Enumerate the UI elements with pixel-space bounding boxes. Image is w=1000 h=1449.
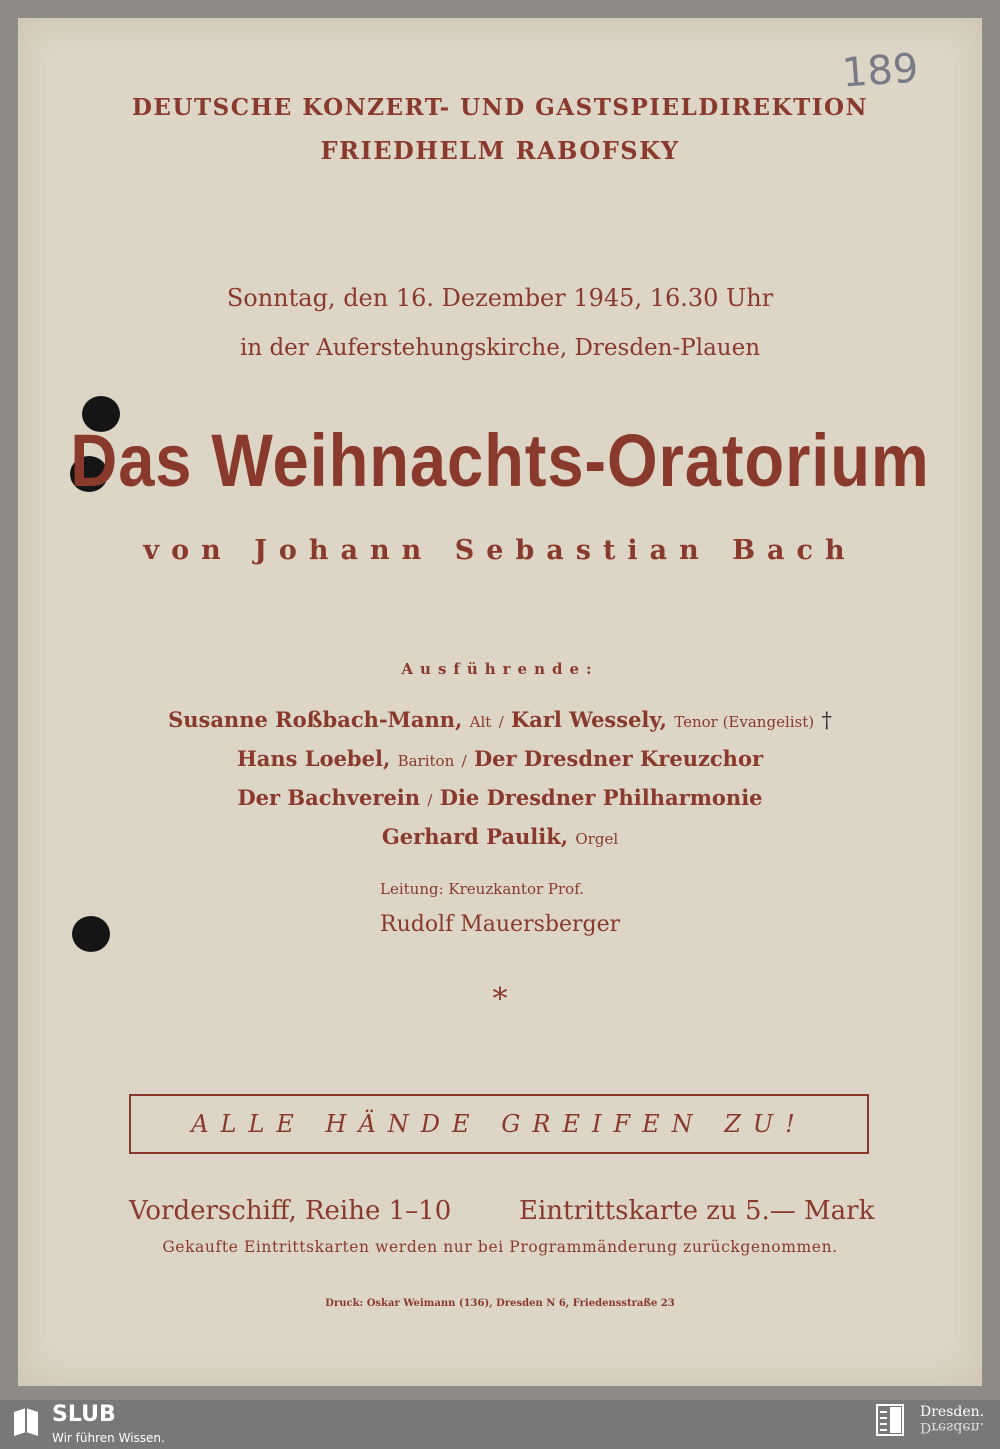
performer-name: Gerhard Paulik,: [381, 824, 569, 849]
director-name: FRIEDHELM RABOFSKY: [320, 136, 680, 165]
composer-line: von Johann Sebastian Bach: [143, 535, 857, 566]
handwritten-mark: †: [821, 708, 832, 732]
separator: /: [461, 752, 467, 770]
dresden-crest-icon[interactable]: [876, 1404, 904, 1436]
agency-name: DEUTSCHE KONZERT- UND GASTSPIELDIREKTION: [131, 94, 869, 121]
separator: /: [427, 791, 433, 809]
performers-heading: Ausführende:: [401, 660, 599, 678]
performer-role: Bariton: [397, 752, 455, 770]
refund-note: Gekaufte Eintrittskarten werden nur bei Programmänderung zurückgenommen.: [162, 1238, 838, 1256]
ticket-price: Eintrittskarte zu 5.— Mark: [519, 1196, 875, 1226]
performer-name: Hans Loebel,: [236, 746, 391, 771]
performers-row: [0, 746, 1000, 771]
dresden-wordmark[interactable]: Dresden.: [920, 1404, 985, 1420]
viewer-footer: [0, 1400, 1000, 1449]
separator: /: [498, 713, 504, 731]
performer-name: Der Bachverein: [237, 785, 421, 810]
slub-logo-icon[interactable]: [12, 1406, 40, 1440]
slogan-text: ALLE HÄNDE GREIFEN ZU!: [191, 1110, 807, 1138]
slogan-box: [129, 1094, 869, 1154]
performer-name: Der Dresdner Kreuzchor: [473, 746, 764, 771]
archive-number: 189: [840, 45, 920, 97]
event-title: Das Weihnachts-Oratorium: [70, 419, 930, 502]
divider-asterisk: *: [492, 982, 508, 1017]
printer-imprint: Druck: Oskar Weimann (136), Dresden N 6, Friedensstraße 23: [325, 1298, 675, 1309]
leader-label: Leitung: Kreuzkantor Prof.: [380, 880, 584, 898]
slub-wordmark[interactable]: SLUB: [52, 1402, 116, 1427]
performers-row: [0, 824, 1000, 849]
poster-sheet: [18, 18, 982, 1386]
performer-role: Tenor (Evangelist): [674, 713, 815, 731]
dresden-wordmark-reflection: Dresden.: [920, 1419, 985, 1435]
performer-name: Die Dresdner Philharmonie: [439, 785, 763, 810]
performer-role: Orgel: [575, 830, 619, 848]
event-date: Sonntag, den 16. Dezember 1945, 16.30 Uhr: [226, 284, 774, 312]
performer-role: Alt: [469, 713, 492, 731]
performers-row: [0, 707, 1000, 732]
slub-tagline: Wir führen Wissen.: [52, 1431, 165, 1445]
leader-name: Rudolf Mauersberger: [380, 912, 621, 937]
punch-hole: [72, 916, 110, 952]
event-venue: in der Auferstehungskirche, Dresden-Plauen: [239, 335, 761, 361]
performers-row: [0, 785, 1000, 810]
seating-info: Vorderschiff, Reihe 1–10: [129, 1196, 452, 1226]
performer-name: Karl Wessely,: [510, 707, 667, 732]
performer-name: Susanne Roßbach-Mann,: [168, 707, 463, 732]
